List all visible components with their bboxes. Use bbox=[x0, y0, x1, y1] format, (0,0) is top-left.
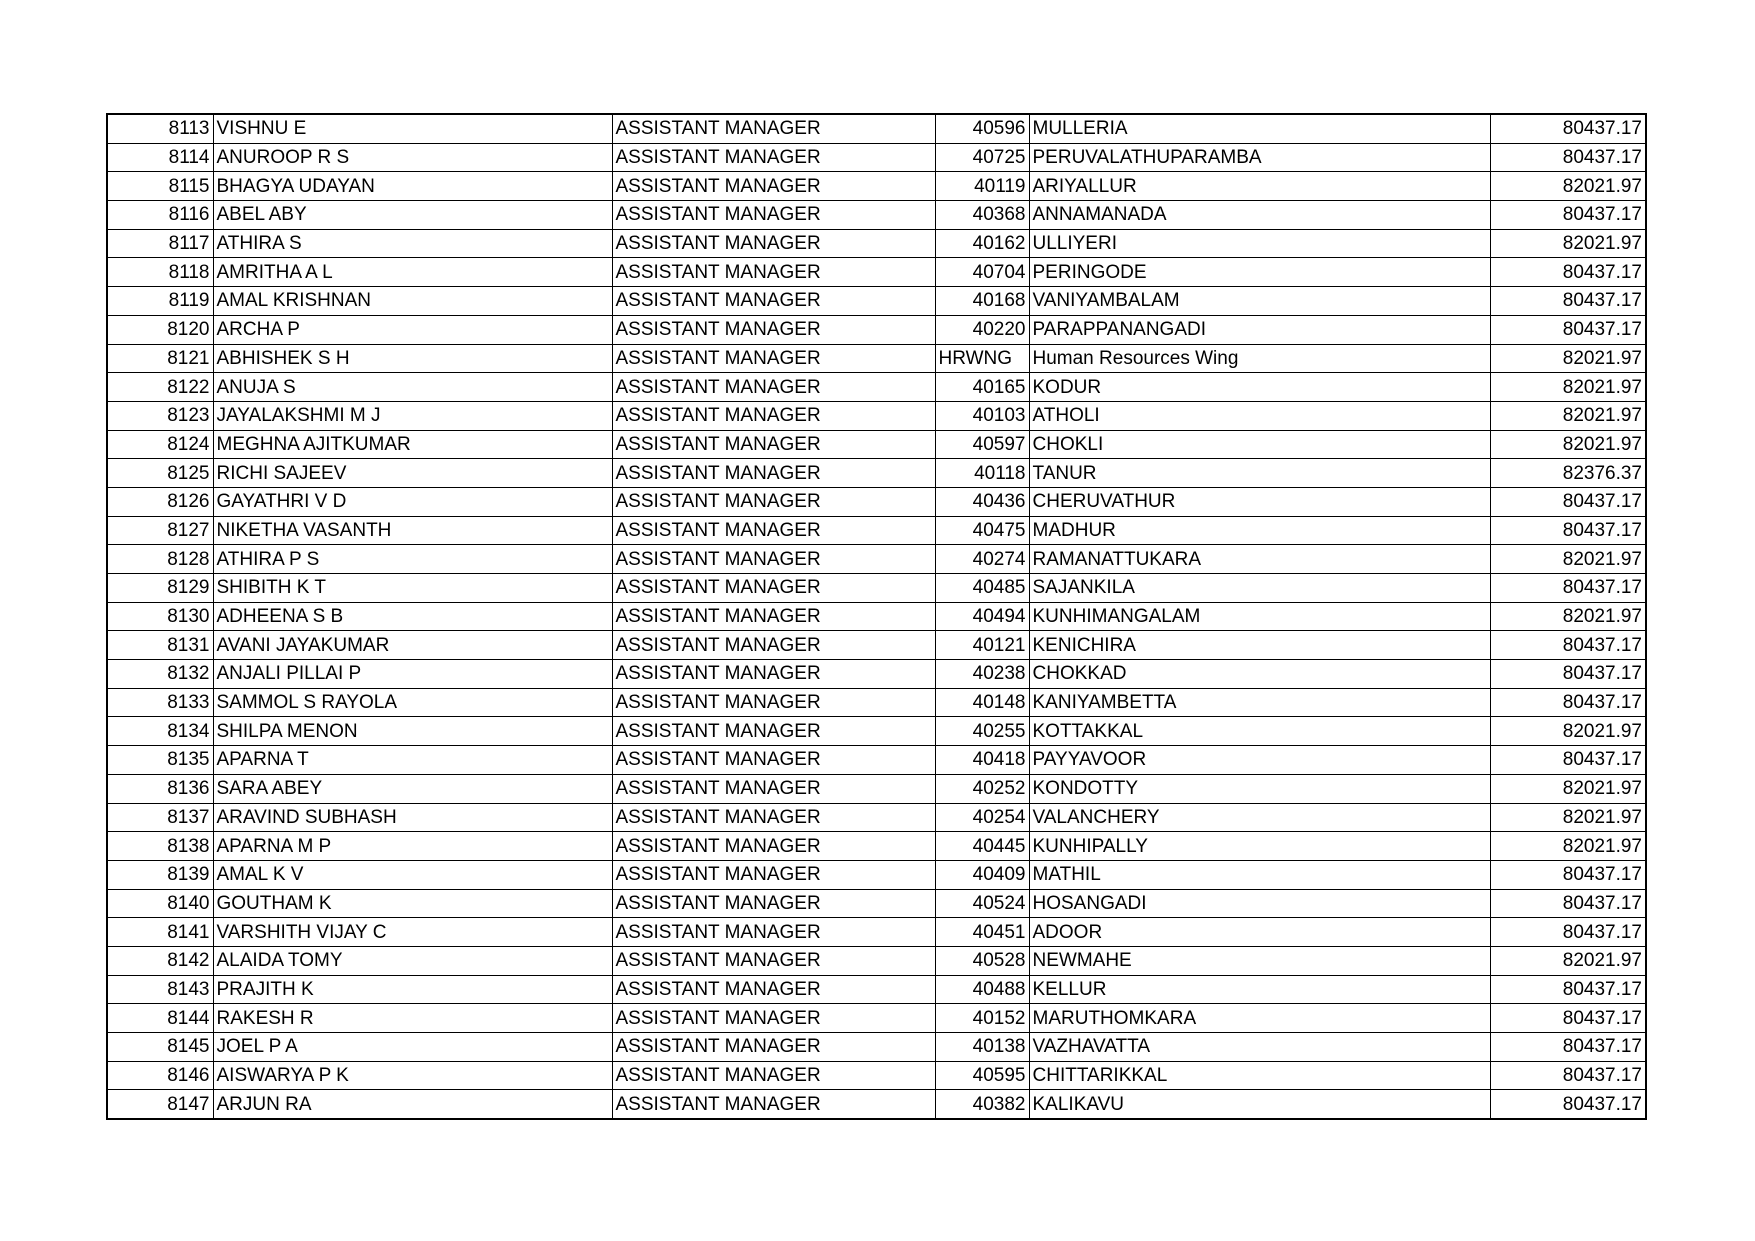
serial-number-cell: 8145 bbox=[107, 1033, 213, 1062]
serial-number-cell: 8113 bbox=[107, 114, 213, 143]
table-row bbox=[107, 660, 1646, 689]
office-name-cell: KELLUR bbox=[1029, 975, 1490, 1004]
designation-cell: ASSISTANT MANAGER bbox=[612, 946, 935, 975]
designation-cell: ASSISTANT MANAGER bbox=[612, 545, 935, 574]
office-name-cell: CHOKLI bbox=[1029, 430, 1490, 459]
pay-amount-cell: 80437.17 bbox=[1490, 114, 1646, 143]
table-row bbox=[107, 946, 1646, 975]
table-row bbox=[107, 143, 1646, 172]
employee-name-cell: PRAJITH K bbox=[213, 975, 612, 1004]
pay-amount-cell: 82021.97 bbox=[1490, 430, 1646, 459]
designation-cell: ASSISTANT MANAGER bbox=[612, 201, 935, 230]
employee-name-cell: BHAGYA UDAYAN bbox=[213, 172, 612, 201]
office-code-cell: 40148 bbox=[935, 688, 1029, 717]
designation-cell: ASSISTANT MANAGER bbox=[612, 688, 935, 717]
employee-name-cell: ARCHA P bbox=[213, 315, 612, 344]
designation-cell: ASSISTANT MANAGER bbox=[612, 717, 935, 746]
pay-amount-cell: 80437.17 bbox=[1490, 918, 1646, 947]
office-code-cell: 40418 bbox=[935, 746, 1029, 775]
table-row bbox=[107, 746, 1646, 775]
designation-cell: ASSISTANT MANAGER bbox=[612, 1004, 935, 1033]
table-row bbox=[107, 172, 1646, 201]
pay-amount-cell: 80437.17 bbox=[1490, 201, 1646, 230]
table-row bbox=[107, 918, 1646, 947]
pay-amount-cell: 82021.97 bbox=[1490, 344, 1646, 373]
serial-number-cell: 8132 bbox=[107, 660, 213, 689]
serial-number-cell: 8135 bbox=[107, 746, 213, 775]
serial-number-cell: 8121 bbox=[107, 344, 213, 373]
pay-amount-cell: 82021.97 bbox=[1490, 229, 1646, 258]
office-code-cell: 40274 bbox=[935, 545, 1029, 574]
employee-name-cell: ATHIRA S bbox=[213, 229, 612, 258]
designation-cell: ASSISTANT MANAGER bbox=[612, 487, 935, 516]
pay-amount-cell: 80437.17 bbox=[1490, 574, 1646, 603]
office-code-cell: 40119 bbox=[935, 172, 1029, 201]
designation-cell: ASSISTANT MANAGER bbox=[612, 516, 935, 545]
employee-name-cell: MEGHNA AJITKUMAR bbox=[213, 430, 612, 459]
office-name-cell: NEWMAHE bbox=[1029, 946, 1490, 975]
table-row bbox=[107, 1090, 1646, 1119]
employee-name-cell: APARNA M P bbox=[213, 832, 612, 861]
designation-cell: ASSISTANT MANAGER bbox=[612, 889, 935, 918]
office-name-cell: ANNAMANADA bbox=[1029, 201, 1490, 230]
office-name-cell: KANIYAMBETTA bbox=[1029, 688, 1490, 717]
designation-cell: ASSISTANT MANAGER bbox=[612, 1061, 935, 1090]
office-code-cell: 40252 bbox=[935, 774, 1029, 803]
office-name-cell: RAMANATTUKARA bbox=[1029, 545, 1490, 574]
table-row bbox=[107, 832, 1646, 861]
employee-name-cell: AISWARYA P K bbox=[213, 1061, 612, 1090]
designation-cell: ASSISTANT MANAGER bbox=[612, 143, 935, 172]
table-row bbox=[107, 688, 1646, 717]
office-name-cell: KALIKAVU bbox=[1029, 1090, 1490, 1119]
table-row bbox=[107, 229, 1646, 258]
table-row bbox=[107, 430, 1646, 459]
serial-number-cell: 8126 bbox=[107, 487, 213, 516]
pay-amount-cell: 80437.17 bbox=[1490, 975, 1646, 1004]
office-name-cell: PARAPPANANGADI bbox=[1029, 315, 1490, 344]
pay-amount-cell: 80437.17 bbox=[1490, 631, 1646, 660]
office-name-cell: ATHOLI bbox=[1029, 401, 1490, 430]
office-name-cell: MATHIL bbox=[1029, 860, 1490, 889]
employee-name-cell: ARAVIND SUBHASH bbox=[213, 803, 612, 832]
office-code-cell: 40152 bbox=[935, 1004, 1029, 1033]
serial-number-cell: 8117 bbox=[107, 229, 213, 258]
office-name-cell: SAJANKILA bbox=[1029, 574, 1490, 603]
office-code-cell: 40382 bbox=[935, 1090, 1029, 1119]
employee-name-cell: AVANI JAYAKUMAR bbox=[213, 631, 612, 660]
office-code-cell: 40596 bbox=[935, 114, 1029, 143]
designation-cell: ASSISTANT MANAGER bbox=[612, 258, 935, 287]
office-name-cell: ADOOR bbox=[1029, 918, 1490, 947]
pay-amount-cell: 80437.17 bbox=[1490, 1061, 1646, 1090]
designation-cell: ASSISTANT MANAGER bbox=[612, 114, 935, 143]
employee-name-cell: ANJALI PILLAI P bbox=[213, 660, 612, 689]
pay-amount-cell: 80437.17 bbox=[1490, 860, 1646, 889]
office-name-cell: ULLIYERI bbox=[1029, 229, 1490, 258]
designation-cell: ASSISTANT MANAGER bbox=[612, 430, 935, 459]
designation-cell: ASSISTANT MANAGER bbox=[612, 172, 935, 201]
serial-number-cell: 8140 bbox=[107, 889, 213, 918]
designation-cell: ASSISTANT MANAGER bbox=[612, 660, 935, 689]
pay-amount-cell: 82021.97 bbox=[1490, 172, 1646, 201]
office-name-cell: CHERUVATHUR bbox=[1029, 487, 1490, 516]
designation-cell: ASSISTANT MANAGER bbox=[612, 631, 935, 660]
employee-name-cell: ADHEENA S B bbox=[213, 602, 612, 631]
office-code-cell: 40255 bbox=[935, 717, 1029, 746]
serial-number-cell: 8137 bbox=[107, 803, 213, 832]
office-code-cell: 40524 bbox=[935, 889, 1029, 918]
designation-cell: ASSISTANT MANAGER bbox=[612, 1090, 935, 1119]
office-name-cell: VALANCHERY bbox=[1029, 803, 1490, 832]
designation-cell: ASSISTANT MANAGER bbox=[612, 918, 935, 947]
table-row bbox=[107, 459, 1646, 488]
serial-number-cell: 8130 bbox=[107, 602, 213, 631]
office-code-cell: 40103 bbox=[935, 401, 1029, 430]
serial-number-cell: 8123 bbox=[107, 401, 213, 430]
staff-table bbox=[106, 113, 1647, 1120]
office-name-cell: KONDOTTY bbox=[1029, 774, 1490, 803]
designation-cell: ASSISTANT MANAGER bbox=[612, 832, 935, 861]
office-name-cell: KUNHIMANGALAM bbox=[1029, 602, 1490, 631]
serial-number-cell: 8120 bbox=[107, 315, 213, 344]
table-row bbox=[107, 516, 1646, 545]
pay-amount-cell: 82376.37 bbox=[1490, 459, 1646, 488]
designation-cell: ASSISTANT MANAGER bbox=[612, 803, 935, 832]
staff-table-body bbox=[107, 114, 1646, 1119]
pay-amount-cell: 82021.97 bbox=[1490, 832, 1646, 861]
designation-cell: ASSISTANT MANAGER bbox=[612, 287, 935, 316]
serial-number-cell: 8114 bbox=[107, 143, 213, 172]
serial-number-cell: 8125 bbox=[107, 459, 213, 488]
office-code-cell: 40475 bbox=[935, 516, 1029, 545]
table-row bbox=[107, 631, 1646, 660]
employee-name-cell: ALAIDA TOMY bbox=[213, 946, 612, 975]
designation-cell: ASSISTANT MANAGER bbox=[612, 459, 935, 488]
office-name-cell: KENICHIRA bbox=[1029, 631, 1490, 660]
employee-name-cell: RICHI SAJEEV bbox=[213, 459, 612, 488]
designation-cell: ASSISTANT MANAGER bbox=[612, 975, 935, 1004]
office-name-cell: PAYYAVOOR bbox=[1029, 746, 1490, 775]
employee-name-cell: RAKESH R bbox=[213, 1004, 612, 1033]
designation-cell: ASSISTANT MANAGER bbox=[612, 746, 935, 775]
designation-cell: ASSISTANT MANAGER bbox=[612, 602, 935, 631]
office-code-cell: 40368 bbox=[935, 201, 1029, 230]
pay-amount-cell: 80437.17 bbox=[1490, 889, 1646, 918]
office-name-cell: KODUR bbox=[1029, 373, 1490, 402]
serial-number-cell: 8124 bbox=[107, 430, 213, 459]
table-row bbox=[107, 315, 1646, 344]
pay-amount-cell: 82021.97 bbox=[1490, 774, 1646, 803]
table-row bbox=[107, 201, 1646, 230]
office-name-cell: CHITTARIKKAL bbox=[1029, 1061, 1490, 1090]
employee-name-cell: APARNA T bbox=[213, 746, 612, 775]
pay-amount-cell: 80437.17 bbox=[1490, 746, 1646, 775]
office-code-cell: 40445 bbox=[935, 832, 1029, 861]
office-code-cell: 40409 bbox=[935, 860, 1029, 889]
office-name-cell: MADHUR bbox=[1029, 516, 1490, 545]
office-code-cell: 40168 bbox=[935, 287, 1029, 316]
employee-name-cell: GAYATHRI V D bbox=[213, 487, 612, 516]
office-code-cell: HRWNG bbox=[935, 344, 1029, 373]
pay-amount-cell: 80437.17 bbox=[1490, 315, 1646, 344]
pay-amount-cell: 80437.17 bbox=[1490, 688, 1646, 717]
table-row bbox=[107, 717, 1646, 746]
employee-name-cell: SHILPA MENON bbox=[213, 717, 612, 746]
employee-name-cell: NIKETHA VASANTH bbox=[213, 516, 612, 545]
designation-cell: ASSISTANT MANAGER bbox=[612, 574, 935, 603]
office-name-cell: Human Resources Wing bbox=[1029, 344, 1490, 373]
pay-amount-cell: 80437.17 bbox=[1490, 1090, 1646, 1119]
designation-cell: ASSISTANT MANAGER bbox=[612, 229, 935, 258]
serial-number-cell: 8142 bbox=[107, 946, 213, 975]
office-code-cell: 40451 bbox=[935, 918, 1029, 947]
table-row bbox=[107, 803, 1646, 832]
employee-name-cell: AMRITHA A L bbox=[213, 258, 612, 287]
document-sheet bbox=[106, 113, 1645, 1120]
office-name-cell: HOSANGADI bbox=[1029, 889, 1490, 918]
office-code-cell: 40597 bbox=[935, 430, 1029, 459]
serial-number-cell: 8134 bbox=[107, 717, 213, 746]
office-name-cell: MULLERIA bbox=[1029, 114, 1490, 143]
serial-number-cell: 8133 bbox=[107, 688, 213, 717]
office-code-cell: 40138 bbox=[935, 1033, 1029, 1062]
office-name-cell: KOTTAKKAL bbox=[1029, 717, 1490, 746]
table-row bbox=[107, 774, 1646, 803]
table-row bbox=[107, 975, 1646, 1004]
serial-number-cell: 8127 bbox=[107, 516, 213, 545]
serial-number-cell: 8139 bbox=[107, 860, 213, 889]
serial-number-cell: 8143 bbox=[107, 975, 213, 1004]
employee-name-cell: JOEL P A bbox=[213, 1033, 612, 1062]
office-code-cell: 40595 bbox=[935, 1061, 1029, 1090]
table-row bbox=[107, 545, 1646, 574]
table-row bbox=[107, 1004, 1646, 1033]
serial-number-cell: 8131 bbox=[107, 631, 213, 660]
table-row bbox=[107, 602, 1646, 631]
designation-cell: ASSISTANT MANAGER bbox=[612, 344, 935, 373]
employee-name-cell: ABHISHEK S H bbox=[213, 344, 612, 373]
office-code-cell: 40238 bbox=[935, 660, 1029, 689]
serial-number-cell: 8122 bbox=[107, 373, 213, 402]
table-row bbox=[107, 258, 1646, 287]
office-code-cell: 40121 bbox=[935, 631, 1029, 660]
pay-amount-cell: 80437.17 bbox=[1490, 258, 1646, 287]
serial-number-cell: 8144 bbox=[107, 1004, 213, 1033]
office-code-cell: 40118 bbox=[935, 459, 1029, 488]
office-code-cell: 40485 bbox=[935, 574, 1029, 603]
serial-number-cell: 8147 bbox=[107, 1090, 213, 1119]
pay-amount-cell: 82021.97 bbox=[1490, 717, 1646, 746]
employee-name-cell: GOUTHAM K bbox=[213, 889, 612, 918]
pay-amount-cell: 80437.17 bbox=[1490, 1033, 1646, 1062]
pay-amount-cell: 82021.97 bbox=[1490, 602, 1646, 631]
serial-number-cell: 8141 bbox=[107, 918, 213, 947]
serial-number-cell: 8118 bbox=[107, 258, 213, 287]
office-code-cell: 40165 bbox=[935, 373, 1029, 402]
office-code-cell: 40494 bbox=[935, 602, 1029, 631]
table-row bbox=[107, 114, 1646, 143]
office-name-cell: ARIYALLUR bbox=[1029, 172, 1490, 201]
designation-cell: ASSISTANT MANAGER bbox=[612, 774, 935, 803]
pay-amount-cell: 80437.17 bbox=[1490, 516, 1646, 545]
office-code-cell: 40436 bbox=[935, 487, 1029, 516]
pay-amount-cell: 80437.17 bbox=[1490, 287, 1646, 316]
pay-amount-cell: 82021.97 bbox=[1490, 803, 1646, 832]
pay-amount-cell: 82021.97 bbox=[1490, 545, 1646, 574]
table-row bbox=[107, 860, 1646, 889]
table-row bbox=[107, 287, 1646, 316]
table-row bbox=[107, 889, 1646, 918]
employee-name-cell: AMAL K V bbox=[213, 860, 612, 889]
employee-name-cell: ATHIRA P S bbox=[213, 545, 612, 574]
pay-amount-cell: 80437.17 bbox=[1490, 143, 1646, 172]
designation-cell: ASSISTANT MANAGER bbox=[612, 315, 935, 344]
office-code-cell: 40488 bbox=[935, 975, 1029, 1004]
employee-name-cell: JAYALAKSHMI M J bbox=[213, 401, 612, 430]
table-row bbox=[107, 344, 1646, 373]
office-code-cell: 40162 bbox=[935, 229, 1029, 258]
employee-name-cell: ABEL ABY bbox=[213, 201, 612, 230]
employee-name-cell: SARA ABEY bbox=[213, 774, 612, 803]
employee-name-cell: AMAL KRISHNAN bbox=[213, 287, 612, 316]
employee-name-cell: VARSHITH VIJAY C bbox=[213, 918, 612, 947]
designation-cell: ASSISTANT MANAGER bbox=[612, 1033, 935, 1062]
serial-number-cell: 8115 bbox=[107, 172, 213, 201]
table-row bbox=[107, 401, 1646, 430]
serial-number-cell: 8129 bbox=[107, 574, 213, 603]
office-code-cell: 40704 bbox=[935, 258, 1029, 287]
table-row bbox=[107, 1033, 1646, 1062]
designation-cell: ASSISTANT MANAGER bbox=[612, 373, 935, 402]
serial-number-cell: 8119 bbox=[107, 287, 213, 316]
table-row bbox=[107, 1061, 1646, 1090]
employee-name-cell: VISHNU E bbox=[213, 114, 612, 143]
pay-amount-cell: 82021.97 bbox=[1490, 946, 1646, 975]
office-name-cell: VANIYAMBALAM bbox=[1029, 287, 1490, 316]
designation-cell: ASSISTANT MANAGER bbox=[612, 860, 935, 889]
office-code-cell: 40528 bbox=[935, 946, 1029, 975]
serial-number-cell: 8128 bbox=[107, 545, 213, 574]
office-name-cell: PERUVALATHUPARAMBA bbox=[1029, 143, 1490, 172]
pay-amount-cell: 80437.17 bbox=[1490, 1004, 1646, 1033]
office-code-cell: 40254 bbox=[935, 803, 1029, 832]
office-name-cell: VAZHAVATTA bbox=[1029, 1033, 1490, 1062]
employee-name-cell: ANUROOP R S bbox=[213, 143, 612, 172]
designation-cell: ASSISTANT MANAGER bbox=[612, 401, 935, 430]
pay-amount-cell: 80437.17 bbox=[1490, 487, 1646, 516]
office-code-cell: 40220 bbox=[935, 315, 1029, 344]
employee-name-cell: ANUJA S bbox=[213, 373, 612, 402]
employee-name-cell: SAMMOL S RAYOLA bbox=[213, 688, 612, 717]
serial-number-cell: 8116 bbox=[107, 201, 213, 230]
serial-number-cell: 8146 bbox=[107, 1061, 213, 1090]
office-name-cell: TANUR bbox=[1029, 459, 1490, 488]
serial-number-cell: 8136 bbox=[107, 774, 213, 803]
office-name-cell: KUNHIPALLY bbox=[1029, 832, 1490, 861]
table-row bbox=[107, 487, 1646, 516]
pay-amount-cell: 80437.17 bbox=[1490, 660, 1646, 689]
table-row bbox=[107, 574, 1646, 603]
employee-name-cell: ARJUN RA bbox=[213, 1090, 612, 1119]
serial-number-cell: 8138 bbox=[107, 832, 213, 861]
office-code-cell: 40725 bbox=[935, 143, 1029, 172]
office-name-cell: PERINGODE bbox=[1029, 258, 1490, 287]
table-row bbox=[107, 373, 1646, 402]
pay-amount-cell: 82021.97 bbox=[1490, 401, 1646, 430]
office-name-cell: MARUTHOMKARA bbox=[1029, 1004, 1490, 1033]
office-name-cell: CHOKKAD bbox=[1029, 660, 1490, 689]
pay-amount-cell: 82021.97 bbox=[1490, 373, 1646, 402]
employee-name-cell: SHIBITH K T bbox=[213, 574, 612, 603]
